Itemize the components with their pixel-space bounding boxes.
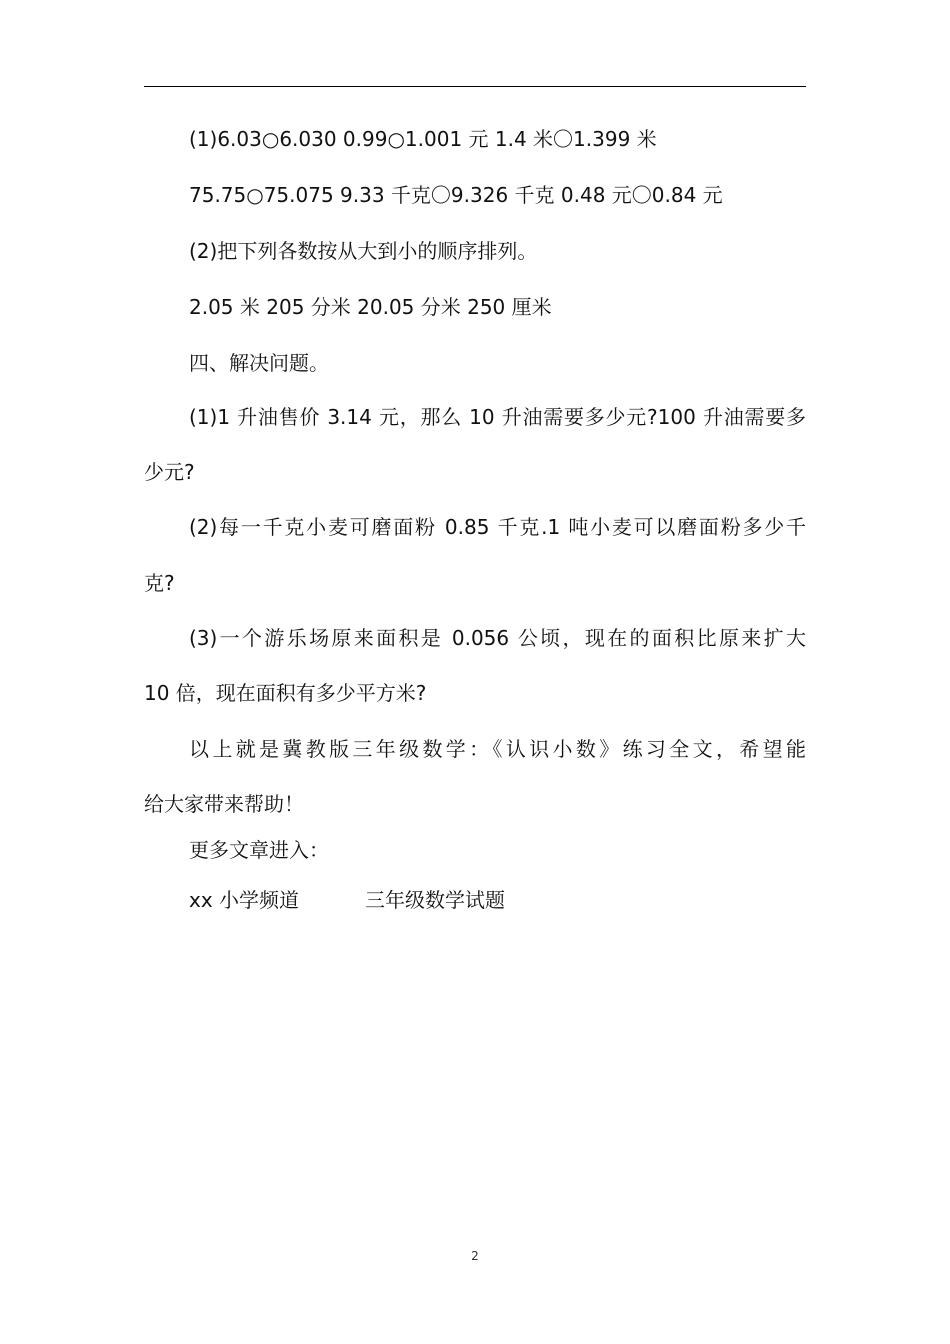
problem-1-line-2: 少元? [144,460,195,484]
comparison-line-2: 75.75○75.075 9.33 千克〇9.326 千克 0.48 元〇0.84 元 [189,183,723,207]
page-number: 2 [471,1249,479,1263]
link-grade-three-math-tests[interactable]: 三年级数学试题 [365,888,506,912]
problem-1-line-1: (1)1 升油售价 3.14 元，那么 10 升油需要多少元?100 升油需要多 [189,405,806,429]
closing-line-1: 以上就是冀教版三年级数学：《认识小数》练习全文，希望能 [189,737,806,761]
ordering-instruction: (2)把下列各数按从大到小的顺序排列。 [189,239,538,263]
section-heading-problems: 四、解决问题。 [189,351,329,375]
problem-3-line-1: (3)一个游乐场原来面积是 0.056 公顷，现在的面积比原来扩大 [189,626,806,650]
closing-line-2: 给大家带来帮助！ [144,792,304,816]
problem-2-line-2: 克? [144,571,175,595]
ordering-values: 2.05 米 205 分米 20.05 分米 250 厘米 [189,295,552,319]
more-articles-label: 更多文章进入： [189,838,329,862]
header-rule [144,86,806,87]
comparison-line-1: (1)6.03○6.030 0.99○1.001 元 1.4 米〇1.399 米 [189,127,657,151]
problem-3-line-2: 10 倍，现在面积有多少平方米? [144,681,427,705]
link-primary-school-channel[interactable]: xx 小学频道 [189,888,300,912]
problem-2-line-1: (2)每一千克小麦可磨面粉 0.85 千克.1 吨小麦可以磨面粉多少千 [189,515,806,539]
related-links-row [189,886,806,914]
